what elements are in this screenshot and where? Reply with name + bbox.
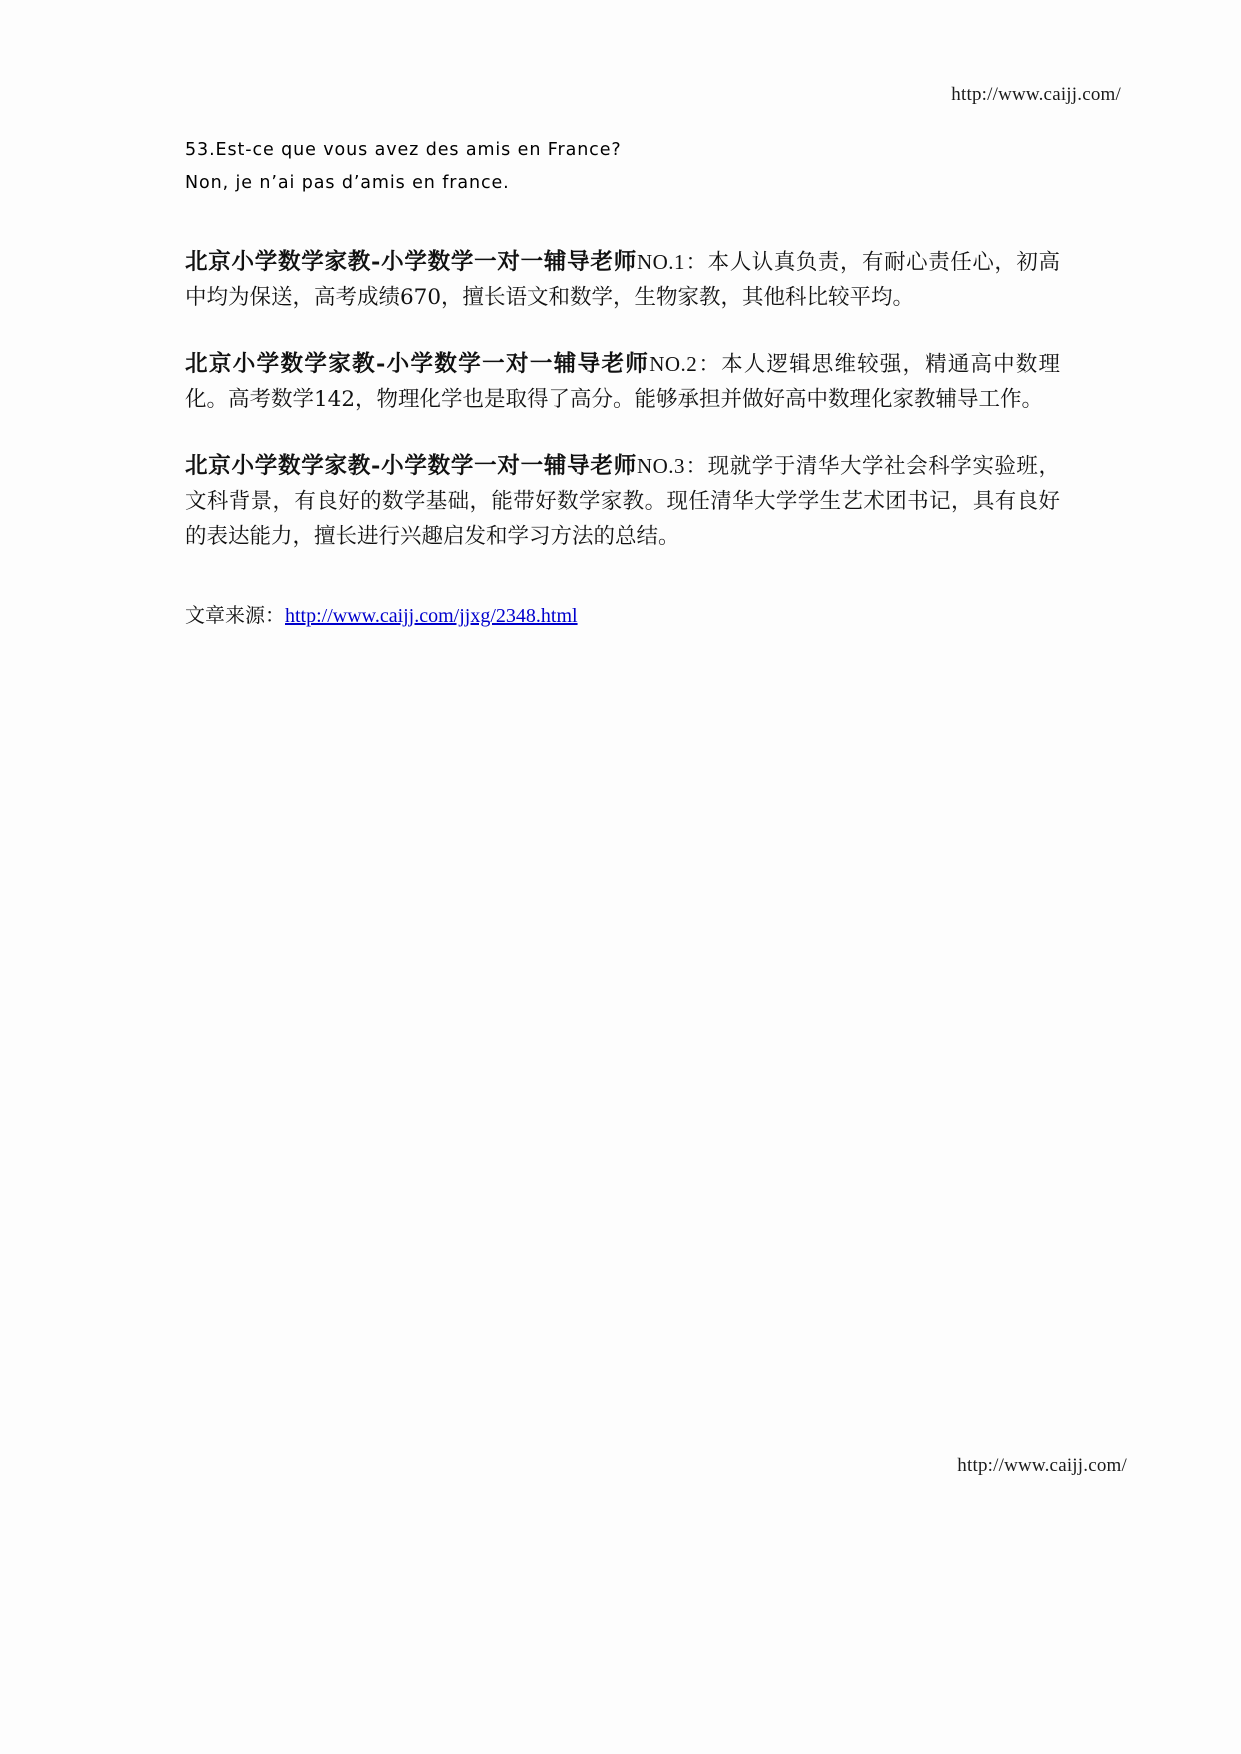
french-question: 53.Est-ce que vous avez des amis en France? (185, 140, 622, 160)
tutor-entry-3-text: 现就学于清华大学社会科学实验班，文科背景，有良好的数学基础，能带好数学家教。现任清华大学学生艺术团书记，具有良好的表达能力，擅长进行兴趣启发和学习方法的总结。 (185, 454, 1060, 549)
tutor-entry-2 (185, 347, 1060, 417)
tutor-entry-3-title: 北京小学数学家教-小学数学一对一辅导老师 (185, 453, 637, 479)
footer-url: http://www.caijj.com/ (957, 1455, 1127, 1476)
tutor-entry-1-title: 北京小学数学家教-小学数学一对一辅导老师 (185, 249, 637, 275)
french-answer: Non, je n’ai pas d’amis en france. (185, 173, 510, 193)
source-label: 文章来源： (185, 603, 285, 627)
tutor-entry-2-text: 本人逻辑思维较强，精通高中数理化。高考数学142，物理化学也是取得了高分。能够承担并做好高中数理化家教辅导工作。 (185, 352, 1060, 412)
header-url: http://www.caijj.com/ (951, 84, 1121, 105)
tutor-entry-1-text: 本人认真负责，有耐心责任心，初高中均为保送，高考成绩670，擅长语文和数学，生物家教，其他科比较平均。 (185, 250, 1060, 310)
tutor-entry-3-no: NO.3： (636, 454, 708, 478)
tutor-entry-2-title: 北京小学数学家教-小学数学一对一辅导老师 (185, 351, 650, 377)
tutor-entry-2-no: NO.2： (649, 352, 722, 376)
source-link[interactable]: http://www.caijj.com/jjxg/2348.html (285, 605, 578, 627)
source-line (185, 600, 1060, 631)
document-content (185, 135, 1060, 631)
tutor-entry-3 (185, 449, 1060, 554)
tutor-entry-1 (185, 245, 1060, 315)
tutor-entry-1-no: NO.1： (636, 250, 708, 274)
